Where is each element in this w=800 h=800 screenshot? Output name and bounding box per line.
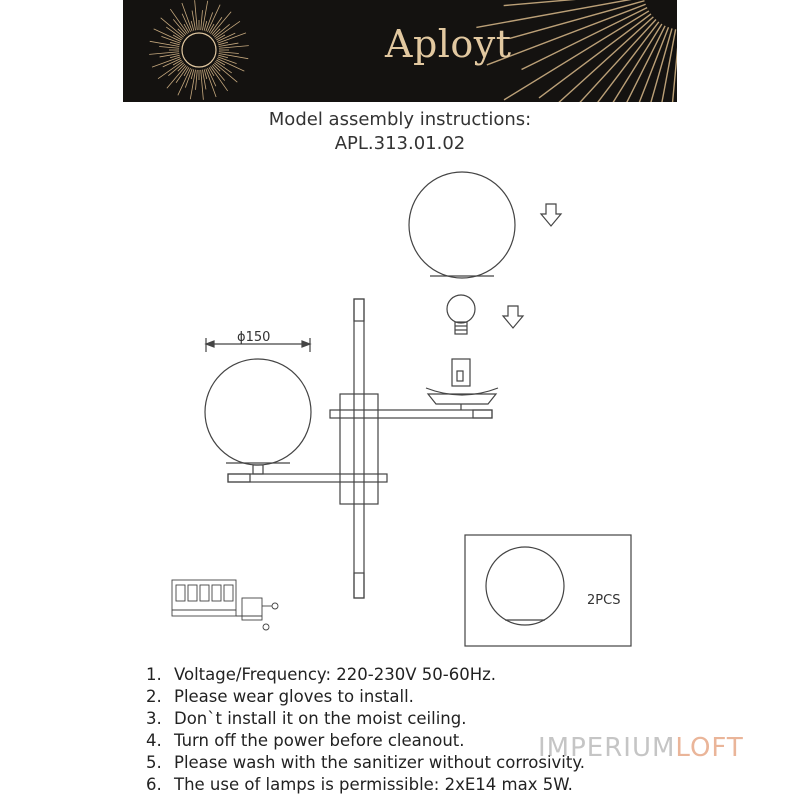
- instruction-item: 3. Don`t install it on the moist ceiling.: [146, 709, 467, 728]
- diameter-label: ϕ150: [237, 330, 271, 345]
- arrow-down-icon: [503, 306, 523, 328]
- instruction-item: 2. Please wear gloves to install.: [146, 687, 414, 706]
- terminal-block: [172, 580, 278, 630]
- instructions-list: [146, 664, 585, 796]
- light-bulb: [447, 295, 475, 334]
- document-title: Model assembly instructions:: [268, 109, 532, 130]
- mounted-glass-globe: [205, 359, 311, 465]
- arrow-down-icon: [541, 204, 561, 226]
- instruction-item: 1. Voltage/Frequency: 220-230V 50-60Hz.: [146, 665, 497, 684]
- brand-logo: Aployt: [385, 22, 512, 66]
- instruction-item: 6. The use of lamps is permissible: 2xE14 max 5W.: [146, 775, 573, 794]
- glass-globe-shade: [409, 172, 515, 278]
- model-number: APL.313.01.02: [334, 133, 466, 154]
- lower-arm: [228, 474, 387, 482]
- vertical-bar: [354, 299, 364, 598]
- watermark: IMPERIUMLOFT: [538, 733, 744, 763]
- package-count: 2PCS: [587, 593, 621, 608]
- package-box: [465, 535, 631, 646]
- instruction-item: 4. Turn off the power before cleanout.: [146, 731, 465, 750]
- instruction-item: 5. Please wash with the sanitizer without corrosivity.: [146, 753, 586, 772]
- lamp-socket: [452, 359, 470, 386]
